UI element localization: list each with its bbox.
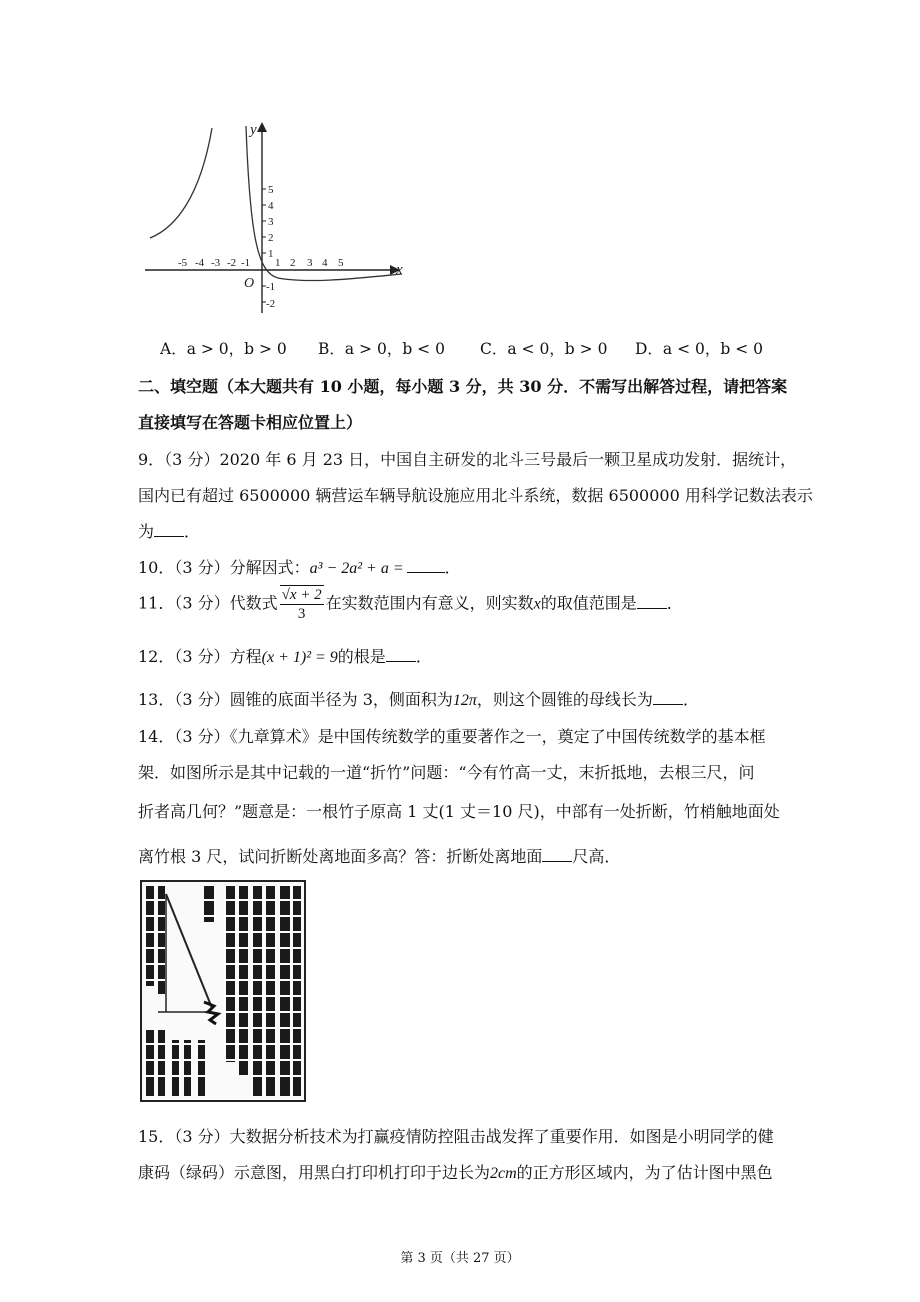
answer-blank <box>542 847 572 862</box>
y-tick-2: 2 <box>268 232 274 244</box>
q13 <box>138 687 699 710</box>
q11-denominator: 3 <box>297 606 306 622</box>
q11-fraction <box>280 585 324 623</box>
q14-line4-post: 尺高． <box>572 847 621 866</box>
option-d: D．a < 0，b < 0 <box>635 340 763 358</box>
q11-pre: 11．（3 分）代数式 <box>138 593 278 613</box>
q11-end: ． <box>666 593 683 613</box>
x-tick-neg1: -1 <box>241 257 251 269</box>
q10-pre: 10．（3 分）分解因式： <box>138 558 310 577</box>
q9-line3 <box>138 519 200 542</box>
x-tick-neg4: -4 <box>195 257 205 269</box>
x-tick-1: 1 <box>275 257 281 269</box>
answer-blank <box>154 522 184 537</box>
answer-blank <box>407 558 445 573</box>
x-tick-2: 2 <box>290 257 296 269</box>
q13-post: ，则这个圆锥的母线长为 <box>476 690 653 709</box>
x-tick-3: 3 <box>307 257 313 269</box>
q12-pre: 12．（3 分）方程 <box>138 647 262 666</box>
q9-line3-pre: 为 <box>138 522 155 541</box>
answer-blank <box>637 594 667 609</box>
option-c: C．a < 0，b > 0 <box>480 340 608 358</box>
function-graph <box>140 118 410 318</box>
q10 <box>138 555 461 578</box>
q10-expression: a³ − 2a² + a = <box>309 560 404 577</box>
y-tick-neg1: -1 <box>266 281 276 293</box>
q15-expression: 2cm <box>490 1165 517 1182</box>
q14-line3: 折者高几何？”题意是：一根竹子原高 1 丈(1 丈＝10 尺)，中部有一处折断，竹梢触地面处 <box>138 802 780 821</box>
curve-left-branch <box>150 128 212 238</box>
x-tick-5: 5 <box>338 257 344 269</box>
q15-line2-post: 的正方形区域内，为了估计图中黑色 <box>516 1163 773 1182</box>
q11-mid: 在实数范围内有意义，则实数 <box>325 593 534 613</box>
q12-post: 的根是 <box>337 647 386 666</box>
q13-expression: 12π <box>452 692 477 709</box>
y-tick-1: 1 <box>268 248 274 260</box>
q11-variable: x <box>533 595 541 613</box>
y-axis-label: y <box>250 122 257 138</box>
page-footer: 第 3 页（共 27 页） <box>400 1251 520 1266</box>
q11-numerator: √x + 2 <box>281 587 322 603</box>
y-axis-arrow <box>257 122 267 132</box>
q14-line1: 14．（3 分）《九章算术》是中国传统数学的重要著作之一，奠定了中国传统数学的基本框 <box>138 727 766 746</box>
ancient-book-illustration <box>140 880 306 1102</box>
q12 <box>138 644 432 667</box>
y-tick-5: 5 <box>268 184 274 196</box>
answer-blank <box>653 690 683 705</box>
q13-end: ． <box>682 690 699 709</box>
q12-expression: (x + 1)² = 9 <box>261 649 338 666</box>
q15-line2 <box>138 1160 773 1183</box>
q14-line4 <box>138 844 620 867</box>
q11 <box>138 585 683 623</box>
q9-line1: 9．（3 分）2020 年 6 月 23 日，中国自主研发的北斗三号最后一颗卫星成功发射．据统计， <box>138 450 797 469</box>
y-tick-4: 4 <box>268 200 274 212</box>
q9-line2: 国内已有超过 6500000 辆营运车辆导航设施应用北斗系统，数据 6500000 用科学记数法表示 <box>138 486 813 505</box>
q15-line1: 15．（3 分）大数据分析技术为打赢疫情防控阻击战发挥了重要作用．如图是小明同学的健 <box>138 1127 774 1146</box>
q12-end: ． <box>415 647 432 666</box>
x-tick-neg3: -3 <box>211 257 221 269</box>
q9-line3-post: ． <box>184 522 201 541</box>
q10-post: ． <box>444 558 461 577</box>
section-heading-line2: 直接填写在答题卡相应位置上） <box>138 413 363 432</box>
x-tick-neg2: -2 <box>227 257 237 269</box>
section-heading-line1: 二、填空题（本大题共有 10 小题，每小题 3 分，共 30 分．不需写出解答过程，请把答案 <box>138 377 788 396</box>
y-tick-3: 3 <box>268 216 274 228</box>
answer-blank <box>386 647 416 662</box>
q15-line2-pre: 康码（绿码）示意图，用黑白打印机打印于边长为 <box>138 1163 491 1182</box>
q14-line4-pre: 离竹根 3 尺，试问折断处离地面多高？答：折断处离地面 <box>138 847 543 866</box>
x-axis-label: x <box>396 262 403 278</box>
origin-label: O <box>244 276 255 291</box>
x-tick-neg5: -5 <box>178 257 188 269</box>
q13-pre: 13．（3 分）圆锥的底面半径为 3，侧面积为 <box>138 690 453 709</box>
x-tick-4: 4 <box>322 257 328 269</box>
y-tick-neg2: -2 <box>266 298 276 310</box>
option-b: B．a > 0，b < 0 <box>318 340 445 358</box>
q11-post: 的取值范围是 <box>540 593 637 613</box>
option-a: A．a > 0，b > 0 <box>160 340 287 358</box>
q14-line2: 架．如图所示是其中记载的一道“折竹”问题：“今有竹高一丈，末折抵地，去根三尺，问 <box>138 763 755 782</box>
